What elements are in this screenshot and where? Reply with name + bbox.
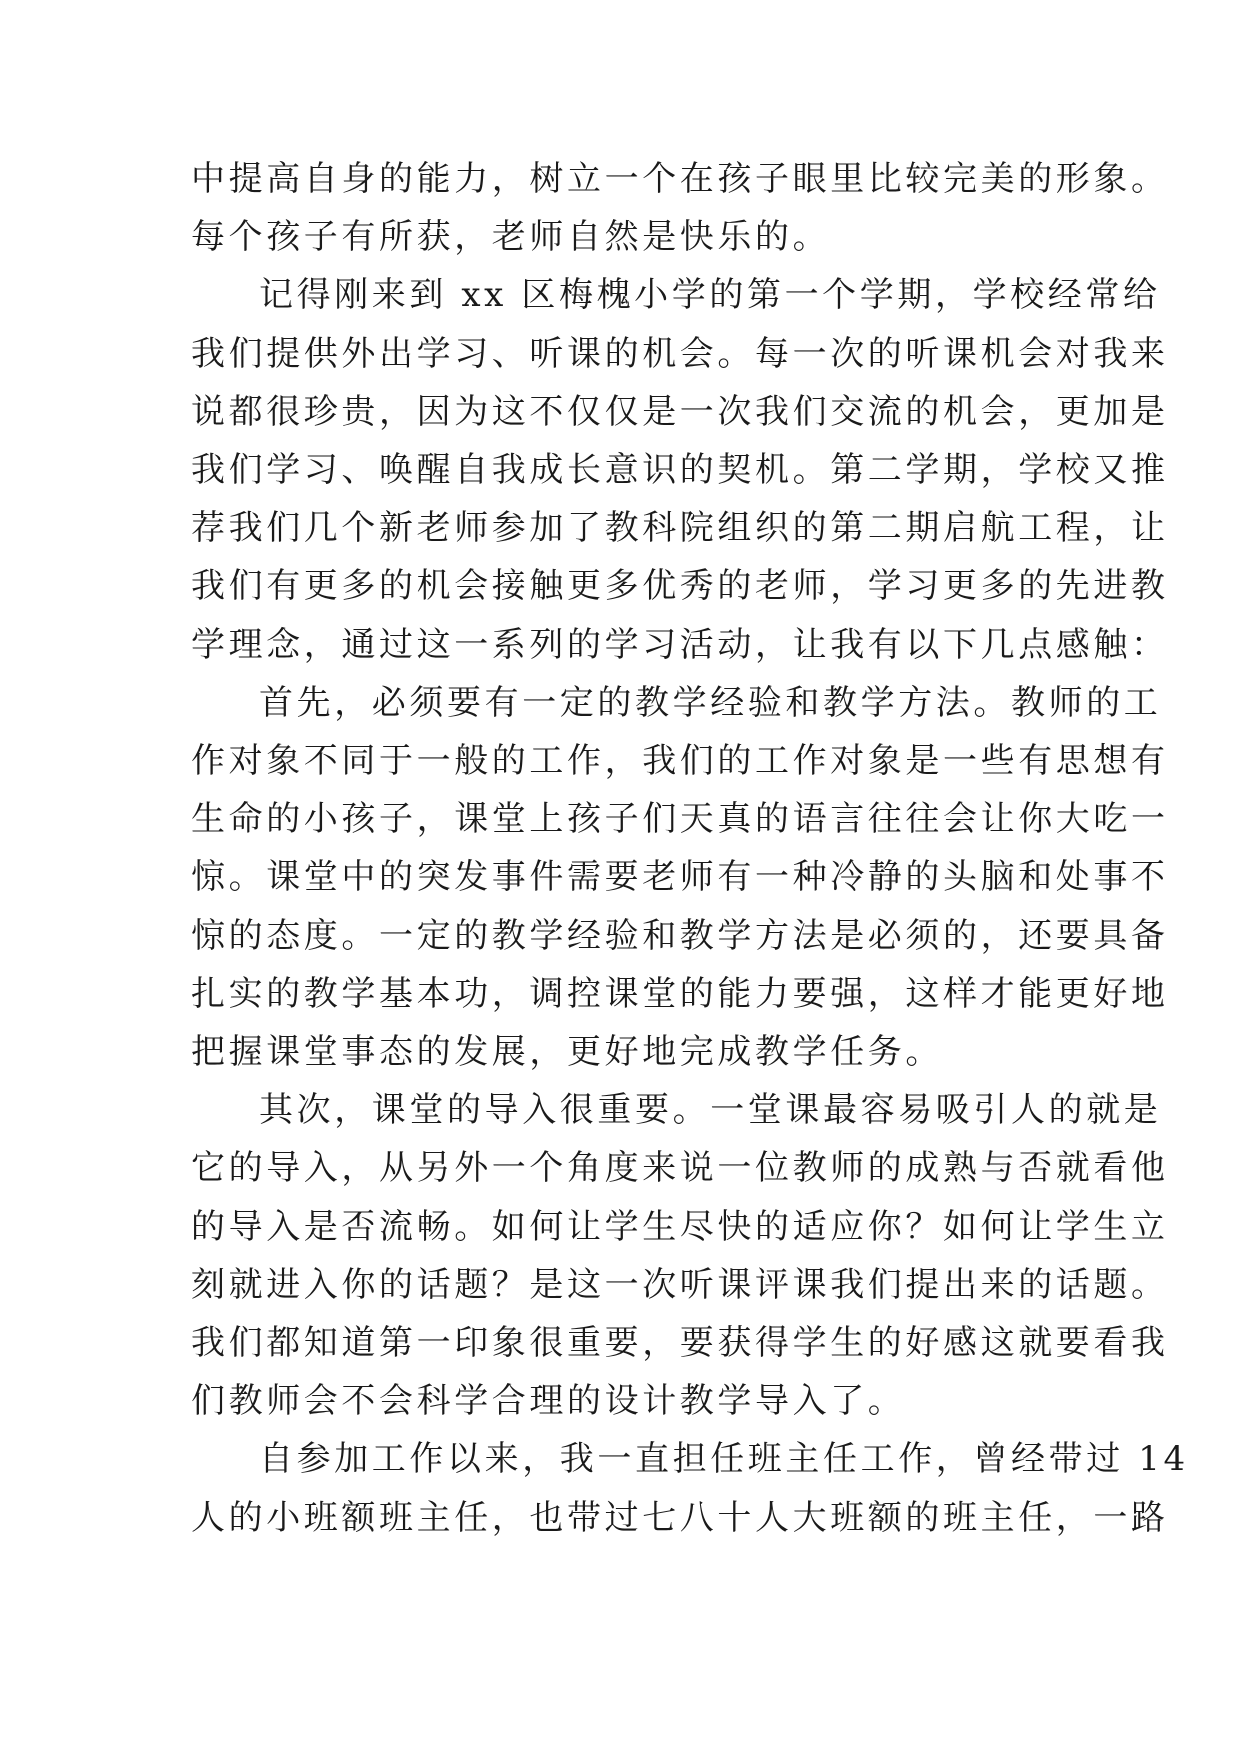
text-line: 把握课堂事态的发展，更好地完成教学任务。 (191, 1032, 943, 1073)
text-line: 中提高自身的能力，树立一个在孩子眼里比较完美的形象。 (191, 159, 1169, 199)
text-line: 扎实的教学基本功，调控课堂的能力要强，这样才能更好地 (191, 973, 1169, 1014)
text-line: 我们都知道第一印象很重要，要获得学生的好感这就要看我 (191, 1323, 1169, 1364)
text-line: 学理念，通过这一系列的学习活动，让我有以下几点感触： (191, 624, 1169, 665)
text-line: 自参加工作以来，我一直担任班主任工作，曾经带过 14 (259, 1439, 1189, 1480)
text-line: 我们有更多的机会接触更多优秀的老师，学习更多的先进教 (191, 566, 1169, 607)
paragraph-4 (191, 1081, 1169, 1430)
text-line: 记得刚来到 xx 区梅槐小学的第一个学期，学校经常给 (259, 275, 1161, 316)
text-line: 的导入是否流畅。如何让学生尽快的适应你？如何让学生立 (191, 1206, 1169, 1247)
text-line: 首先，必须要有一定的教学经验和教学方法。教师的工 (259, 682, 1162, 723)
text-line: 我们学习、唤醒自我成长意识的契机。第二学期，学校又推 (191, 450, 1169, 491)
paragraph-2 (191, 266, 1169, 673)
text-line: 生命的小孩子，课堂上孩子们天真的语言往往会让你大吃一 (191, 799, 1169, 840)
text-line: 惊的态度。一定的教学经验和教学方法是必须的，还要具备 (191, 915, 1169, 956)
text-line: 说都很珍贵，因为这不仅仅是一次我们交流的机会，更加是 (191, 391, 1169, 432)
text-line: 作对象不同于一般的工作，我们的工作对象是一些有思想有 (191, 741, 1169, 782)
text-line: 其次，课堂的导入很重要。一堂课最容易吸引人的就是 (259, 1090, 1162, 1131)
paragraph-5 (191, 1430, 1189, 1546)
text-line: 刻就进入你的话题？是这一次听课评课我们提出来的话题。 (191, 1264, 1169, 1305)
paragraph-1 (191, 150, 1169, 266)
paragraph-3 (191, 674, 1169, 1081)
text-line: 们教师会不会科学合理的设计教学导入了。 (191, 1381, 906, 1422)
text-line: 人的小班额班主任，也带过七八十人大班额的班主任，一路 (191, 1497, 1169, 1538)
text-line: 每个孩子有所获，老师自然是快乐的。 (191, 217, 831, 258)
document-body (191, 150, 1189, 1547)
text-line: 我们提供外出学习、听课的机会。每一次的听课机会对我来 (191, 333, 1169, 374)
text-line: 惊。课堂中的突发事件需要老师有一种冷静的头脑和处事不 (191, 857, 1169, 898)
text-line: 它的导入，从另外一个角度来说一位教师的成熟与否就看他 (191, 1148, 1169, 1189)
text-line: 荐我们几个新老师参加了教科院组织的第二期启航工程，让 (191, 508, 1169, 549)
